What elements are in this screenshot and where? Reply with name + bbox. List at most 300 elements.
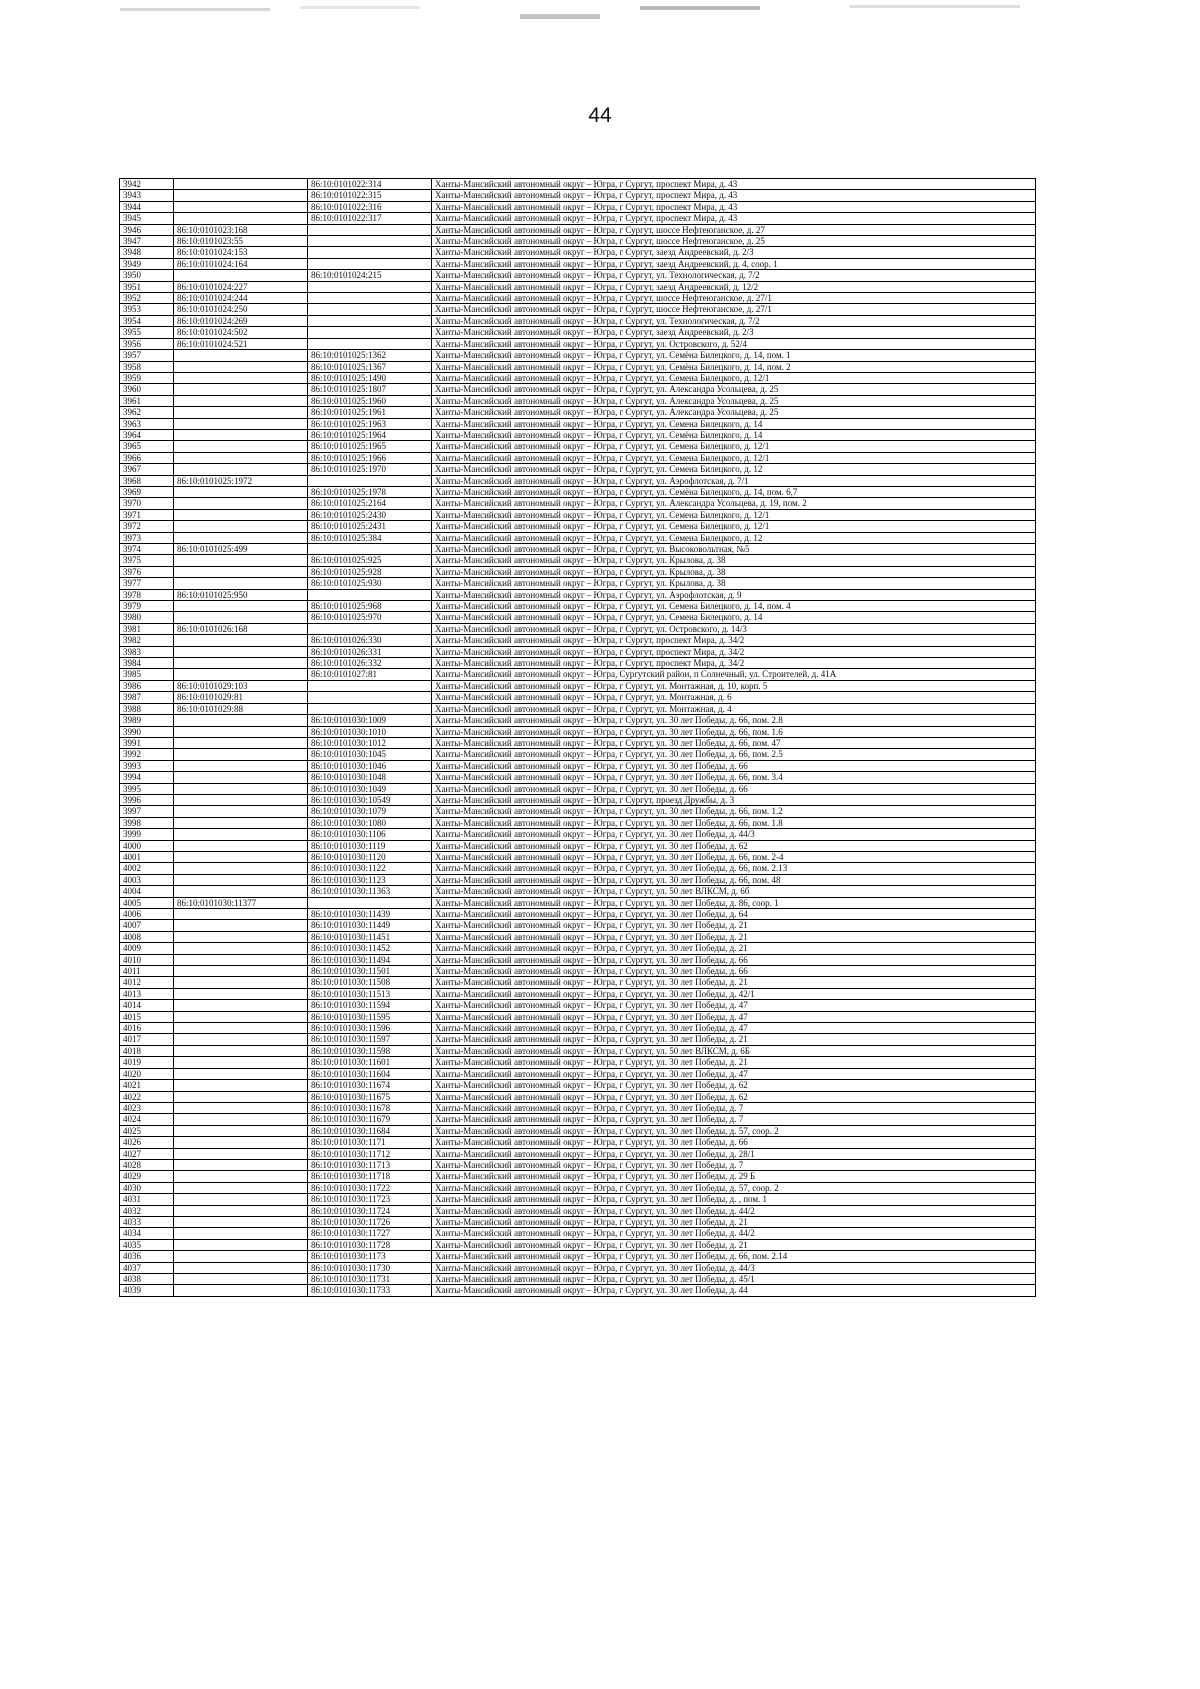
address: Ханты-Мансийский автономный округ – Югра, г Сургут, шоссе Нефтеюганское, д. 27 bbox=[432, 224, 1036, 235]
building-cadastral-number: 86:10:0101025:1367 bbox=[308, 361, 432, 372]
address: Ханты-Мансийский автономный округ – Югра, г Сургут, ул. Александра Усольцева, д. 25 bbox=[432, 384, 1036, 395]
building-cadastral-number: 86:10:0101025:1965 bbox=[308, 441, 432, 452]
row-number: 4032 bbox=[120, 1205, 174, 1216]
row-number: 4035 bbox=[120, 1239, 174, 1250]
table-row bbox=[120, 692, 1036, 703]
table-row bbox=[120, 1034, 1036, 1045]
land-cadastral-number bbox=[174, 601, 308, 612]
land-cadastral-number bbox=[174, 1239, 308, 1250]
building-cadastral-number: 86:10:0101030:11594 bbox=[308, 1000, 432, 1011]
address: Ханты-Мансийский автономный округ – Югра, г Сургут, ул. 30 лет Победы, д. 21 bbox=[432, 931, 1036, 942]
row-number: 4037 bbox=[120, 1262, 174, 1273]
row-number: 4028 bbox=[120, 1159, 174, 1170]
address: Ханты-Мансийский автономный округ – Югра, г Сургут, ул. Аэрофлотская, д. 9 bbox=[432, 589, 1036, 600]
table-row bbox=[120, 350, 1036, 361]
land-cadastral-number bbox=[174, 1057, 308, 1068]
land-cadastral-number bbox=[174, 920, 308, 931]
row-number: 4025 bbox=[120, 1125, 174, 1136]
row-number: 4006 bbox=[120, 909, 174, 920]
table-row bbox=[120, 874, 1036, 885]
address: Ханты-Мансийский автономный округ – Югра, г Сургут, проспект Мира, д. 43 bbox=[432, 179, 1036, 190]
land-cadastral-number: 86:10:0101024:244 bbox=[174, 293, 308, 304]
address: Ханты-Мансийский автономный округ – Югра, г Сургут, ул. 30 лет Победы, д. 62 bbox=[432, 840, 1036, 851]
table-row bbox=[120, 646, 1036, 657]
building-cadastral-number bbox=[308, 475, 432, 486]
table-row bbox=[120, 544, 1036, 555]
address: Ханты-Мансийский автономный округ – Югра, г Сургут, ул. Семена Билецкого, д. 14 bbox=[432, 418, 1036, 429]
table-row bbox=[120, 1011, 1036, 1022]
address: Ханты-Мансийский автономный округ – Югра, г Сургут, ул. Островского, д. 52/4 bbox=[432, 338, 1036, 349]
row-number: 3961 bbox=[120, 395, 174, 406]
address: Ханты-Мансийский автономный округ – Югра, г Сургут, ул. Семена Билецкого, д. 14 bbox=[432, 612, 1036, 623]
row-number: 4026 bbox=[120, 1137, 174, 1148]
address: Ханты-Мансийский автономный округ – Югра, г Сургут, заезд Андреевский, д. 2/3 bbox=[432, 247, 1036, 258]
address: Ханты-Мансийский автономный округ – Югра, г Сургут, ул. 30 лет Победы, д. 66, пом. 2-4 bbox=[432, 851, 1036, 862]
row-number: 3960 bbox=[120, 384, 174, 395]
row-number: 3957 bbox=[120, 350, 174, 361]
land-cadastral-number bbox=[174, 1262, 308, 1273]
building-cadastral-number: 86:10:0101030:11723 bbox=[308, 1194, 432, 1205]
table-row bbox=[120, 988, 1036, 999]
land-cadastral-number bbox=[174, 794, 308, 805]
land-cadastral-number bbox=[174, 772, 308, 783]
building-cadastral-number: 86:10:0101030:11727 bbox=[308, 1228, 432, 1239]
table-row bbox=[120, 395, 1036, 406]
land-cadastral-number bbox=[174, 635, 308, 646]
table-row bbox=[120, 1045, 1036, 1056]
row-number: 3959 bbox=[120, 372, 174, 383]
building-cadastral-number: 86:10:0101030:1046 bbox=[308, 760, 432, 771]
land-cadastral-number bbox=[174, 418, 308, 429]
land-cadastral-number bbox=[174, 190, 308, 201]
table-row bbox=[120, 920, 1036, 931]
row-number: 3967 bbox=[120, 464, 174, 475]
row-number: 4023 bbox=[120, 1102, 174, 1113]
row-number: 3943 bbox=[120, 190, 174, 201]
row-number: 4002 bbox=[120, 863, 174, 874]
land-cadastral-number bbox=[174, 840, 308, 851]
row-number: 4009 bbox=[120, 943, 174, 954]
land-cadastral-number bbox=[174, 1137, 308, 1148]
row-number: 4034 bbox=[120, 1228, 174, 1239]
table-row bbox=[120, 726, 1036, 737]
address: Ханты-Мансийский автономный округ – Югра, г Сургут, ул. 30 лет Победы, д. 45/1 bbox=[432, 1274, 1036, 1285]
row-number: 4010 bbox=[120, 954, 174, 965]
building-cadastral-number: 86:10:0101030:1079 bbox=[308, 806, 432, 817]
row-number: 3985 bbox=[120, 669, 174, 680]
table-row bbox=[120, 1057, 1036, 1068]
address: Ханты-Мансийский автономный округ – Югра, г Сургут, ул. 30 лет Победы, д. 44/2 bbox=[432, 1205, 1036, 1216]
table-row bbox=[120, 635, 1036, 646]
land-cadastral-number bbox=[174, 509, 308, 520]
land-cadastral-number bbox=[174, 886, 308, 897]
address: Ханты-Мансийский автономный округ – Югра, г Сургут, заезд Андреевский, д. 12/2 bbox=[432, 281, 1036, 292]
address: Ханты-Мансийский автономный округ – Югра, г Сургут, ул. 30 лет Победы, д. 57, соор. 2 bbox=[432, 1182, 1036, 1193]
address: Ханты-Мансийский автономный округ – Югра, г Сургут, ул. 30 лет Победы, д. 66, пом. 1.2 bbox=[432, 806, 1036, 817]
table-row bbox=[120, 429, 1036, 440]
address: Ханты-Мансийский автономный округ – Югра, г Сургут, ул. Крылова, д. 38 bbox=[432, 578, 1036, 589]
building-cadastral-number: 86:10:0101030:1010 bbox=[308, 726, 432, 737]
land-cadastral-number bbox=[174, 350, 308, 361]
land-cadastral-number: 86:10:0101025:950 bbox=[174, 589, 308, 600]
table-row bbox=[120, 954, 1036, 965]
address: Ханты-Мансийский автономный округ – Югра, г Сургут, ул. Семена Билецкого, д. 12/1 bbox=[432, 509, 1036, 520]
row-number: 3997 bbox=[120, 806, 174, 817]
row-number: 3994 bbox=[120, 772, 174, 783]
land-cadastral-number bbox=[174, 1194, 308, 1205]
land-cadastral-number bbox=[174, 213, 308, 224]
address: Ханты-Мансийский автономный округ – Югра, г Сургут, ул. 30 лет Победы, д. 21 bbox=[432, 1239, 1036, 1250]
row-number: 3983 bbox=[120, 646, 174, 657]
building-cadastral-number: 86:10:0101026:330 bbox=[308, 635, 432, 646]
address: Ханты-Мансийский автономный округ – Югра, г Сургут, ул. 30 лет Победы, д. 66, пом. 2.13 bbox=[432, 863, 1036, 874]
address: Ханты-Мансийский автономный округ – Югра, г Сургут, ул. Технологическая, д. 7/2 bbox=[432, 315, 1036, 326]
building-cadastral-number bbox=[308, 258, 432, 269]
building-cadastral-number: 86:10:0101030:1049 bbox=[308, 783, 432, 794]
row-number: 3998 bbox=[120, 817, 174, 828]
row-number: 3962 bbox=[120, 407, 174, 418]
land-cadastral-number bbox=[174, 1125, 308, 1136]
building-cadastral-number bbox=[308, 589, 432, 600]
building-cadastral-number: 86:10:0101030:11601 bbox=[308, 1057, 432, 1068]
table-row bbox=[120, 623, 1036, 634]
building-cadastral-number: 86:10:0101025:2430 bbox=[308, 509, 432, 520]
address: Ханты-Мансийский автономный округ – Югра, г Сургут, ул. 30 лет Победы, д. 66, пом. 3.4 bbox=[432, 772, 1036, 783]
table-row bbox=[120, 943, 1036, 954]
table-row bbox=[120, 384, 1036, 395]
land-cadastral-number bbox=[174, 361, 308, 372]
address: Ханты-Мансийский автономный округ – Югра, г Сургут, ул. Высоковольтная, №5 bbox=[432, 544, 1036, 555]
row-number: 4027 bbox=[120, 1148, 174, 1159]
table-row bbox=[120, 1091, 1036, 1102]
address: Ханты-Мансийский автономный округ – Югра, г Сургут, ул. Семена Билецкого, д. 12 bbox=[432, 532, 1036, 543]
row-number: 4031 bbox=[120, 1194, 174, 1205]
table-row bbox=[120, 315, 1036, 326]
building-cadastral-number: 86:10:0101030:11439 bbox=[308, 909, 432, 920]
land-cadastral-number bbox=[174, 1205, 308, 1216]
row-number: 3946 bbox=[120, 224, 174, 235]
building-cadastral-number: 86:10:0101022:316 bbox=[308, 201, 432, 212]
table-row bbox=[120, 817, 1036, 828]
land-cadastral-number bbox=[174, 566, 308, 577]
land-cadastral-number bbox=[174, 555, 308, 566]
address: Ханты-Мансийский автономный округ – Югра, г Сургут, проспект Мира, д. 34/2 bbox=[432, 658, 1036, 669]
table-row bbox=[120, 247, 1036, 258]
address: Ханты-Мансийский автономный округ – Югра, г Сургут, ул. 30 лет Победы, д. 44/2 bbox=[432, 1228, 1036, 1239]
row-number: 3963 bbox=[120, 418, 174, 429]
address: Ханты-Мансийский автономный округ – Югра, г Сургут, проспект Мира, д. 43 bbox=[432, 190, 1036, 201]
row-number: 3988 bbox=[120, 703, 174, 714]
address: Ханты-Мансийский автономный округ – Югра, г Сургут, ул. Семена Билецкого, д. 12/1 bbox=[432, 521, 1036, 532]
land-cadastral-number bbox=[174, 498, 308, 509]
land-cadastral-number bbox=[174, 658, 308, 669]
building-cadastral-number: 86:10:0101030:11596 bbox=[308, 1023, 432, 1034]
address: Ханты-Мансийский автономный округ – Югра, г Сургут, ул. Семёна Билецкого, д. 14, пом. 6,7 bbox=[432, 486, 1036, 497]
building-cadastral-number: 86:10:0101030:11730 bbox=[308, 1262, 432, 1273]
table-row bbox=[120, 1171, 1036, 1182]
table-row bbox=[120, 966, 1036, 977]
table-row bbox=[120, 201, 1036, 212]
land-cadastral-number: 86:10:0101029:81 bbox=[174, 692, 308, 703]
land-cadastral-number: 86:10:0101024:153 bbox=[174, 247, 308, 258]
building-cadastral-number: 86:10:0101030:11363 bbox=[308, 886, 432, 897]
land-cadastral-number bbox=[174, 441, 308, 452]
row-number: 3995 bbox=[120, 783, 174, 794]
table-row bbox=[120, 532, 1036, 543]
land-cadastral-number bbox=[174, 452, 308, 463]
row-number: 4012 bbox=[120, 977, 174, 988]
land-cadastral-number: 86:10:0101023:55 bbox=[174, 236, 308, 247]
address: Ханты-Мансийский автономный округ – Югра, г Сургут, ул. 30 лет Победы, д. 86, соор. 1 bbox=[432, 897, 1036, 908]
building-cadastral-number: 86:10:0101030:11733 bbox=[308, 1285, 432, 1296]
table-row bbox=[120, 407, 1036, 418]
land-cadastral-number: 86:10:0101030:11377 bbox=[174, 897, 308, 908]
address: Ханты-Мансийский автономный округ – Югра, г Сургут, шоссе Нефтеюганское, д. 27/1 bbox=[432, 293, 1036, 304]
building-cadastral-number: 86:10:0101030:1171 bbox=[308, 1137, 432, 1148]
address: Ханты-Мансийский автономный округ – Югра, г Сургут, ул. 30 лет Победы, д. 44/3 bbox=[432, 829, 1036, 840]
land-cadastral-number bbox=[174, 749, 308, 760]
row-number: 3970 bbox=[120, 498, 174, 509]
table-row bbox=[120, 270, 1036, 281]
row-number: 4038 bbox=[120, 1274, 174, 1285]
land-cadastral-number bbox=[174, 407, 308, 418]
building-cadastral-number: 86:10:0101025:1807 bbox=[308, 384, 432, 395]
table-row bbox=[120, 213, 1036, 224]
address: Ханты-Мансийский автономный округ – Югра, г Сургут, ул. 30 лет Победы, д. 21 bbox=[432, 920, 1036, 931]
row-number: 3986 bbox=[120, 680, 174, 691]
row-number: 3978 bbox=[120, 589, 174, 600]
address: Ханты-Мансийский автономный округ – Югра, г Сургут, ул. 30 лет Победы, д. 66 bbox=[432, 1137, 1036, 1148]
table-row bbox=[120, 258, 1036, 269]
table-row bbox=[120, 669, 1036, 680]
table-row bbox=[120, 931, 1036, 942]
building-cadastral-number bbox=[308, 703, 432, 714]
building-cadastral-number: 86:10:0101025:1490 bbox=[308, 372, 432, 383]
table-row bbox=[120, 1080, 1036, 1091]
building-cadastral-number bbox=[308, 293, 432, 304]
registry-table bbox=[119, 178, 1036, 1297]
table-row bbox=[120, 1137, 1036, 1148]
row-number: 3953 bbox=[120, 304, 174, 315]
address: Ханты-Мансийский автономный округ – Югра, г Сургут, ул. 30 лет Победы, д. 7 bbox=[432, 1159, 1036, 1170]
address: Ханты-Мансийский автономный округ – Югра, г Сургут, ул. Аэрофлотская, д. 7/1 bbox=[432, 475, 1036, 486]
row-number: 3942 bbox=[120, 179, 174, 190]
address: Ханты-Мансийский автономный округ – Югра, г Сургут, ул. Островского, д. 14/3 bbox=[432, 623, 1036, 634]
address: Ханты-Мансийский автономный округ – Югра, г Сургут, проспект Мира, д. 43 bbox=[432, 201, 1036, 212]
address: Ханты-Мансийский автономный округ – Югра, г Сургут, ул. 30 лет Победы, д. 66, пом. 47 bbox=[432, 737, 1036, 748]
row-number: 3949 bbox=[120, 258, 174, 269]
row-number: 3966 bbox=[120, 452, 174, 463]
row-number: 3974 bbox=[120, 544, 174, 555]
scan-artifact bbox=[0, 0, 1200, 40]
building-cadastral-number bbox=[308, 544, 432, 555]
table-row bbox=[120, 1125, 1036, 1136]
building-cadastral-number: 86:10:0101030:11675 bbox=[308, 1091, 432, 1102]
row-number: 3990 bbox=[120, 726, 174, 737]
row-number: 3996 bbox=[120, 794, 174, 805]
building-cadastral-number: 86:10:0101026:332 bbox=[308, 658, 432, 669]
land-cadastral-number bbox=[174, 829, 308, 840]
address: Ханты-Мансийский автономный округ – Югра, г Сургут, ул. Семена Билецкого, д. 12 bbox=[432, 464, 1036, 475]
table-row bbox=[120, 475, 1036, 486]
address: Ханты-Мансийский автономный округ – Югра, г Сургут, ул. 30 лет Победы, д. 66, пом. 2.14 bbox=[432, 1251, 1036, 1262]
table-row bbox=[120, 521, 1036, 532]
row-number: 3954 bbox=[120, 315, 174, 326]
building-cadastral-number: 86:10:0101030:10549 bbox=[308, 794, 432, 805]
address: Ханты-Мансийский автономный округ – Югра, г Сургут, проспект Мира, д. 34/2 bbox=[432, 646, 1036, 657]
table-row bbox=[120, 361, 1036, 372]
row-number: 4036 bbox=[120, 1251, 174, 1262]
address: Ханты-Мансийский автономный округ – Югра, г Сургут, ул. 30 лет Победы, д. 66 bbox=[432, 966, 1036, 977]
row-number: 3956 bbox=[120, 338, 174, 349]
address: Ханты-Мансийский автономный округ – Югра, г Сургут, проспект Мира, д. 43 bbox=[432, 213, 1036, 224]
table-row bbox=[120, 612, 1036, 623]
building-cadastral-number: 86:10:0101030:1173 bbox=[308, 1251, 432, 1262]
building-cadastral-number: 86:10:0101030:1106 bbox=[308, 829, 432, 840]
building-cadastral-number: 86:10:0101030:1012 bbox=[308, 737, 432, 748]
table-row bbox=[120, 1216, 1036, 1227]
building-cadastral-number: 86:10:0101025:925 bbox=[308, 555, 432, 566]
row-number: 3955 bbox=[120, 327, 174, 338]
row-number: 4003 bbox=[120, 874, 174, 885]
table-row bbox=[120, 1251, 1036, 1262]
table-row bbox=[120, 1000, 1036, 1011]
building-cadastral-number: 86:10:0101022:315 bbox=[308, 190, 432, 201]
building-cadastral-number: 86:10:0101030:11726 bbox=[308, 1216, 432, 1227]
address: Ханты-Мансийский автономный округ – Югра, г Сургут, ул. 30 лет Победы, д. 28/1 bbox=[432, 1148, 1036, 1159]
land-cadastral-number bbox=[174, 851, 308, 862]
row-number: 4029 bbox=[120, 1171, 174, 1182]
row-number: 3989 bbox=[120, 715, 174, 726]
address: Ханты-Мансийский автономный округ – Югра, г Сургут, ул. 30 лет Победы, д. 21 bbox=[432, 1034, 1036, 1045]
building-cadastral-number: 86:10:0101025:1978 bbox=[308, 486, 432, 497]
address: Ханты-Мансийский автономный округ – Югра, г Сургут, ул. 30 лет Победы, д. 47 bbox=[432, 1023, 1036, 1034]
address: Ханты-Мансийский автономный округ – Югра, г Сургут, ул. 30 лет Победы, д. 7 bbox=[432, 1102, 1036, 1113]
address: Ханты-Мансийский автономный округ – Югра, г Сургут, ул. 30 лет Победы, д. 66 bbox=[432, 954, 1036, 965]
building-cadastral-number bbox=[308, 338, 432, 349]
table-row bbox=[120, 1068, 1036, 1079]
building-cadastral-number: 86:10:0101030:1009 bbox=[308, 715, 432, 726]
row-number: 3971 bbox=[120, 509, 174, 520]
row-number: 4020 bbox=[120, 1068, 174, 1079]
row-number: 4004 bbox=[120, 886, 174, 897]
address: Ханты-Мансийский автономный округ – Югра, г Сургут, ул. 30 лет Победы, д. 66, пом. 1.6 bbox=[432, 726, 1036, 737]
address: Ханты-Мансийский автономный округ – Югра, г Сургут, ул. Александра Усольцева, д. 25 bbox=[432, 395, 1036, 406]
land-cadastral-number bbox=[174, 931, 308, 942]
table-row bbox=[120, 281, 1036, 292]
land-cadastral-number bbox=[174, 1034, 308, 1045]
table-row bbox=[120, 794, 1036, 805]
address: Ханты-Мансийский автономный округ – Югра, г Сургут, ул. 30 лет Победы, д. 21 bbox=[432, 1216, 1036, 1227]
address: Ханты-Мансийский автономный округ – Югра, г Сургут, ул. Семена Билецкого, д. 12/1 bbox=[432, 441, 1036, 452]
building-cadastral-number bbox=[308, 304, 432, 315]
land-cadastral-number: 86:10:0101026:168 bbox=[174, 623, 308, 634]
land-cadastral-number bbox=[174, 1045, 308, 1056]
row-number: 3977 bbox=[120, 578, 174, 589]
row-number: 4017 bbox=[120, 1034, 174, 1045]
row-number: 4007 bbox=[120, 920, 174, 931]
table-row bbox=[120, 236, 1036, 247]
address: Ханты-Мансийский автономный округ – Югра, г Сургут, ул. 50 лет ВЛКСМ, д. 6б bbox=[432, 886, 1036, 897]
building-cadastral-number: 86:10:0101025:928 bbox=[308, 566, 432, 577]
row-number: 4019 bbox=[120, 1057, 174, 1068]
land-cadastral-number bbox=[174, 943, 308, 954]
table-row bbox=[120, 772, 1036, 783]
building-cadastral-number: 86:10:0101025:1970 bbox=[308, 464, 432, 475]
table-row bbox=[120, 1023, 1036, 1034]
land-cadastral-number bbox=[174, 1285, 308, 1296]
land-cadastral-number bbox=[174, 1114, 308, 1125]
land-cadastral-number bbox=[174, 909, 308, 920]
address: Ханты-Мансийский автономный округ – Югра, г Сургут, ул. Семена Билецкого, д. 14, пом. 4 bbox=[432, 601, 1036, 612]
address: Ханты-Мансийский автономный округ – Югра, г Сургут, ул. 30 лет Победы, д. 57, соор. 2 bbox=[432, 1125, 1036, 1136]
land-cadastral-number bbox=[174, 372, 308, 383]
building-cadastral-number: 86:10:0101030:11451 bbox=[308, 931, 432, 942]
row-number: 4000 bbox=[120, 840, 174, 851]
table-row bbox=[120, 190, 1036, 201]
building-cadastral-number: 86:10:0101030:11452 bbox=[308, 943, 432, 954]
land-cadastral-number bbox=[174, 1251, 308, 1262]
address: Ханты-Мансийский автономный округ – Югра, г Сургут, ул. 30 лет Победы, д. 44/3 bbox=[432, 1262, 1036, 1273]
building-cadastral-number: 86:10:0101025:1963 bbox=[308, 418, 432, 429]
row-number: 3964 bbox=[120, 429, 174, 440]
row-number: 4024 bbox=[120, 1114, 174, 1125]
land-cadastral-number bbox=[174, 270, 308, 281]
land-cadastral-number bbox=[174, 1182, 308, 1193]
row-number: 3993 bbox=[120, 760, 174, 771]
table-row bbox=[120, 1148, 1036, 1159]
address: Ханты-Мансийский автономный округ – Югра, г Сургут, ул. 30 лет Победы, д. 66 bbox=[432, 760, 1036, 771]
row-number: 3981 bbox=[120, 623, 174, 634]
land-cadastral-number bbox=[174, 429, 308, 440]
land-cadastral-number bbox=[174, 874, 308, 885]
address: Ханты-Мансийский автономный округ – Югра, г Сургут, ул. 30 лет Победы, д. 47 bbox=[432, 1000, 1036, 1011]
building-cadastral-number bbox=[308, 281, 432, 292]
building-cadastral-number: 86:10:0101030:11449 bbox=[308, 920, 432, 931]
building-cadastral-number: 86:10:0101030:1123 bbox=[308, 874, 432, 885]
land-cadastral-number: 86:10:0101029:103 bbox=[174, 680, 308, 691]
land-cadastral-number bbox=[174, 1091, 308, 1102]
row-number: 3950 bbox=[120, 270, 174, 281]
building-cadastral-number: 86:10:0101030:11508 bbox=[308, 977, 432, 988]
table-row bbox=[120, 840, 1036, 851]
land-cadastral-number: 86:10:0101029:88 bbox=[174, 703, 308, 714]
land-cadastral-number bbox=[174, 646, 308, 657]
building-cadastral-number: 86:10:0101030:11684 bbox=[308, 1125, 432, 1136]
land-cadastral-number bbox=[174, 464, 308, 475]
table-row bbox=[120, 703, 1036, 714]
address: Ханты-Мансийский автономный округ – Югра, г Сургут, ул. Крылова, д. 38 bbox=[432, 566, 1036, 577]
address: Ханты-Мансийский автономный округ – Югра, г Сургут, ул. 30 лет Победы, д. 21 bbox=[432, 943, 1036, 954]
address: Ханты-Мансийский автономный округ – Югра, г Сургут, ул. Крылова, д. 38 bbox=[432, 555, 1036, 566]
building-cadastral-number: 86:10:0101030:11678 bbox=[308, 1102, 432, 1113]
building-cadastral-number bbox=[308, 897, 432, 908]
building-cadastral-number: 86:10:0101025:930 bbox=[308, 578, 432, 589]
row-number: 3975 bbox=[120, 555, 174, 566]
building-cadastral-number bbox=[308, 623, 432, 634]
land-cadastral-number bbox=[174, 1011, 308, 1022]
table-row bbox=[120, 806, 1036, 817]
row-number: 3984 bbox=[120, 658, 174, 669]
building-cadastral-number bbox=[308, 224, 432, 235]
land-cadastral-number bbox=[174, 817, 308, 828]
table-row bbox=[120, 327, 1036, 338]
land-cadastral-number bbox=[174, 612, 308, 623]
land-cadastral-number bbox=[174, 532, 308, 543]
address: Ханты-Мансийский автономный округ – Югра, г Сургут, ул. 30 лет Победы, д. 44 bbox=[432, 1285, 1036, 1296]
address: Ханты-Мансийский автономный округ – Югра, г Сургут, ул. Технологическая, д. 7/2 bbox=[432, 270, 1036, 281]
building-cadastral-number: 86:10:0101027:81 bbox=[308, 669, 432, 680]
